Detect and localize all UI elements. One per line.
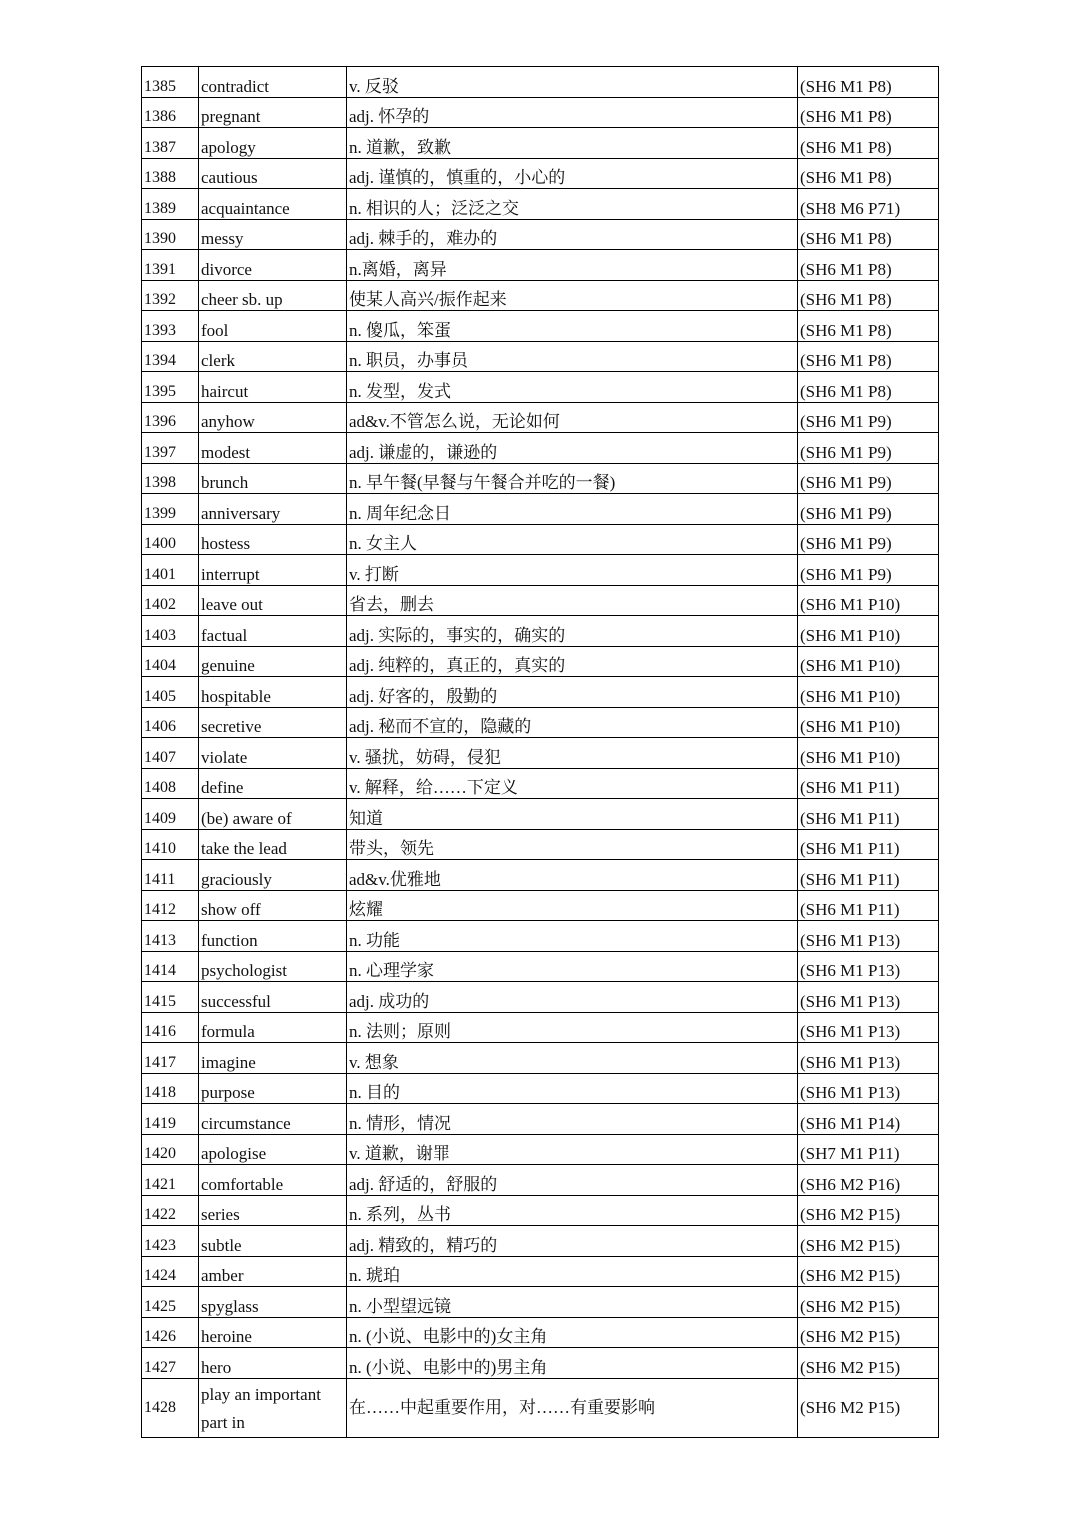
table-row [142, 951, 939, 982]
table-row [142, 677, 939, 708]
entry-reference: (SH6 M2 P15) [798, 1287, 939, 1318]
table-row [142, 1012, 939, 1043]
entry-reference: (SH6 M2 P15) [798, 1256, 939, 1287]
entry-word: hostess [199, 524, 347, 555]
entry-word: spyglass [199, 1287, 347, 1318]
entry-reference: (SH6 M1 P8) [798, 372, 939, 403]
entry-meaning: adj. 精致的，精巧的 [347, 1226, 798, 1257]
table-row [142, 1256, 939, 1287]
entry-reference: (SH6 M1 P9) [798, 463, 939, 494]
table-row [142, 1073, 939, 1104]
entry-meaning: v. 道歉，谢罪 [347, 1134, 798, 1165]
entry-meaning: 带头，领先 [347, 829, 798, 860]
table-row [142, 372, 939, 403]
entry-word: (be) aware of [199, 799, 347, 830]
entry-reference: (SH6 M1 P14) [798, 1104, 939, 1135]
table-row [142, 1043, 939, 1074]
entry-meaning: n. 琥珀 [347, 1256, 798, 1287]
entry-reference: (SH6 M2 P15) [798, 1317, 939, 1348]
entry-number: 1408 [142, 768, 199, 799]
entry-meaning: n. 早午餐(早餐与午餐合并吃的一餐) [347, 463, 798, 494]
entry-reference: (SH6 M1 P10) [798, 646, 939, 677]
entry-meaning: n. 目的 [347, 1073, 798, 1104]
entry-reference: (SH6 M1 P11) [798, 829, 939, 860]
entry-meaning: n. (小说、电影中的)女主角 [347, 1317, 798, 1348]
table-row [142, 402, 939, 433]
entry-reference: (SH6 M1 P8) [798, 128, 939, 159]
entry-reference: (SH6 M1 P8) [798, 280, 939, 311]
table-row [142, 250, 939, 281]
entry-reference: (SH7 M1 P11) [798, 1134, 939, 1165]
entry-meaning: 炫耀 [347, 890, 798, 921]
entry-number: 1398 [142, 463, 199, 494]
entry-number: 1417 [142, 1043, 199, 1074]
entry-reference: (SH6 M2 P16) [798, 1165, 939, 1196]
entry-reference: (SH6 M1 P8) [798, 219, 939, 250]
entry-word: contradict [199, 67, 347, 98]
table-row [142, 555, 939, 586]
entry-meaning: adj. 棘手的，难办的 [347, 219, 798, 250]
entry-reference: (SH6 M1 P8) [798, 341, 939, 372]
entry-number: 1392 [142, 280, 199, 311]
entry-reference: (SH6 M1 P8) [798, 158, 939, 189]
entry-meaning: n.离婚，离异 [347, 250, 798, 281]
entry-number: 1421 [142, 1165, 199, 1196]
entry-number: 1400 [142, 524, 199, 555]
table-row [142, 311, 939, 342]
entry-word: hospitable [199, 677, 347, 708]
entry-meaning: v. 打断 [347, 555, 798, 586]
entry-word: psychologist [199, 951, 347, 982]
entry-word: modest [199, 433, 347, 464]
entry-number: 1390 [142, 219, 199, 250]
entry-word: graciously [199, 860, 347, 891]
entry-number: 1405 [142, 677, 199, 708]
entry-number: 1401 [142, 555, 199, 586]
entry-reference: (SH6 M1 P13) [798, 1043, 939, 1074]
entry-number: 1389 [142, 189, 199, 220]
entry-reference: (SH6 M1 P11) [798, 860, 939, 891]
entry-meaning: v. 骚扰，妨碍，侵犯 [347, 738, 798, 769]
entry-meaning: n. 法则；原则 [347, 1012, 798, 1043]
entry-word: apologise [199, 1134, 347, 1165]
entry-word: subtle [199, 1226, 347, 1257]
entry-number: 1397 [142, 433, 199, 464]
entry-number: 1402 [142, 585, 199, 616]
entry-meaning: n. 发型，发式 [347, 372, 798, 403]
entry-number: 1418 [142, 1073, 199, 1104]
entry-meaning: n. 职员，办事员 [347, 341, 798, 372]
entry-reference: (SH6 M1 P9) [798, 524, 939, 555]
entry-number: 1411 [142, 860, 199, 891]
entry-meaning: ad&v.不管怎么说，无论如何 [347, 402, 798, 433]
entry-word: series [199, 1195, 347, 1226]
table-row [142, 768, 939, 799]
entry-word: acquaintance [199, 189, 347, 220]
table-row [142, 707, 939, 738]
entry-reference: (SH6 M1 P13) [798, 1012, 939, 1043]
entry-word: divorce [199, 250, 347, 281]
entry-word: comfortable [199, 1165, 347, 1196]
table-row [142, 860, 939, 891]
entry-reference: (SH6 M1 P11) [798, 799, 939, 830]
table-row [142, 982, 939, 1013]
entry-meaning: n. 小型望远镜 [347, 1287, 798, 1318]
entry-meaning: adj. 谨慎的，慎重的，小心的 [347, 158, 798, 189]
entry-number: 1415 [142, 982, 199, 1013]
entry-word: clerk [199, 341, 347, 372]
entry-number: 1396 [142, 402, 199, 433]
table-row [142, 1226, 939, 1257]
entry-word: cautious [199, 158, 347, 189]
table-row [142, 829, 939, 860]
entry-reference: (SH6 M1 P8) [798, 67, 939, 98]
table-row [142, 433, 939, 464]
table-row [142, 341, 939, 372]
table-row [142, 128, 939, 159]
entry-meaning: n. (小说、电影中的)男主角 [347, 1348, 798, 1379]
entry-reference: (SH6 M1 P10) [798, 616, 939, 647]
entry-word: anyhow [199, 402, 347, 433]
entry-meaning: 知道 [347, 799, 798, 830]
table-row [142, 219, 939, 250]
entry-word: apology [199, 128, 347, 159]
table-row [142, 1195, 939, 1226]
entry-meaning: n. 相识的人；泛泛之交 [347, 189, 798, 220]
table-row [142, 1317, 939, 1348]
entry-reference: (SH6 M1 P9) [798, 555, 939, 586]
table-row [142, 67, 939, 98]
table-row [142, 921, 939, 952]
table-row [142, 646, 939, 677]
table-row [142, 1104, 939, 1135]
entry-word: purpose [199, 1073, 347, 1104]
entry-number: 1403 [142, 616, 199, 647]
entry-number: 1407 [142, 738, 199, 769]
table-row [142, 799, 939, 830]
entry-reference: (SH6 M1 P9) [798, 494, 939, 525]
entry-word: fool [199, 311, 347, 342]
entry-word: secretive [199, 707, 347, 738]
entry-meaning: n. 心理学家 [347, 951, 798, 982]
entry-meaning: adj. 实际的，事实的，确实的 [347, 616, 798, 647]
entry-meaning: 使某人高兴/振作起来 [347, 280, 798, 311]
entry-number: 1419 [142, 1104, 199, 1135]
entry-reference: (SH6 M1 P11) [798, 768, 939, 799]
entry-meaning: v. 想象 [347, 1043, 798, 1074]
entry-meaning: n. 功能 [347, 921, 798, 952]
table-row [142, 1378, 939, 1437]
entry-reference: (SH6 M1 P13) [798, 921, 939, 952]
table-row [142, 524, 939, 555]
entry-word: formula [199, 1012, 347, 1043]
vocabulary-table-body [142, 67, 939, 1438]
entry-word: interrupt [199, 555, 347, 586]
entry-number: 1427 [142, 1348, 199, 1379]
entry-meaning: adj. 谦虚的，谦逊的 [347, 433, 798, 464]
table-row [142, 585, 939, 616]
entry-word: genuine [199, 646, 347, 677]
entry-meaning: v. 反驳 [347, 67, 798, 98]
entry-word: circumstance [199, 1104, 347, 1135]
entry-number: 1425 [142, 1287, 199, 1318]
entry-word: factual [199, 616, 347, 647]
table-row [142, 616, 939, 647]
entry-number: 1414 [142, 951, 199, 982]
entry-word: leave out [199, 585, 347, 616]
entry-number: 1394 [142, 341, 199, 372]
entry-reference: (SH6 M1 P10) [798, 707, 939, 738]
table-row [142, 890, 939, 921]
entry-word: violate [199, 738, 347, 769]
entry-number: 1424 [142, 1256, 199, 1287]
entry-number: 1423 [142, 1226, 199, 1257]
table-row [142, 1165, 939, 1196]
entry-number: 1388 [142, 158, 199, 189]
table-row [142, 280, 939, 311]
entry-number: 1406 [142, 707, 199, 738]
entry-number: 1387 [142, 128, 199, 159]
entry-reference: (SH6 M1 P13) [798, 951, 939, 982]
entry-word: imagine [199, 1043, 347, 1074]
entry-meaning: n. 系列，丛书 [347, 1195, 798, 1226]
table-row [142, 1348, 939, 1379]
entry-number: 1416 [142, 1012, 199, 1043]
entry-word: function [199, 921, 347, 952]
entry-meaning: adj. 纯粹的，真正的，真实的 [347, 646, 798, 677]
entry-reference: (SH6 M1 P9) [798, 433, 939, 464]
entry-word: successful [199, 982, 347, 1013]
entry-reference: (SH6 M2 P15) [798, 1195, 939, 1226]
entry-reference: (SH6 M1 P9) [798, 402, 939, 433]
entry-reference: (SH6 M1 P10) [798, 585, 939, 616]
entry-number: 1413 [142, 921, 199, 952]
entry-word: brunch [199, 463, 347, 494]
table-row [142, 1134, 939, 1165]
table-row [142, 463, 939, 494]
entry-word: play an important part in [199, 1378, 347, 1437]
entry-meaning: n. 周年纪念日 [347, 494, 798, 525]
entry-reference: (SH6 M1 P10) [798, 677, 939, 708]
entry-meaning: adj. 舒适的，舒服的 [347, 1165, 798, 1196]
entry-reference: (SH6 M1 P8) [798, 250, 939, 281]
table-row [142, 738, 939, 769]
entry-reference: (SH6 M1 P8) [798, 311, 939, 342]
table-row [142, 158, 939, 189]
table-row [142, 189, 939, 220]
entry-number: 1426 [142, 1317, 199, 1348]
entry-number: 1420 [142, 1134, 199, 1165]
entry-number: 1422 [142, 1195, 199, 1226]
entry-word: take the lead [199, 829, 347, 860]
table-row [142, 494, 939, 525]
entry-number: 1412 [142, 890, 199, 921]
entry-number: 1399 [142, 494, 199, 525]
entry-number: 1404 [142, 646, 199, 677]
entry-meaning: n. 女主人 [347, 524, 798, 555]
entry-number: 1393 [142, 311, 199, 342]
entry-meaning: adj. 秘而不宣的，隐藏的 [347, 707, 798, 738]
entry-reference: (SH8 M6 P71) [798, 189, 939, 220]
entry-meaning: 在……中起重要作用，对……有重要影响 [347, 1378, 798, 1437]
entry-number: 1409 [142, 799, 199, 830]
entry-meaning: n. 情形，情况 [347, 1104, 798, 1135]
entry-number: 1391 [142, 250, 199, 281]
table-row [142, 1287, 939, 1318]
entry-number: 1386 [142, 97, 199, 128]
entry-reference: (SH6 M1 P13) [798, 1073, 939, 1104]
entry-reference: (SH6 M1 P10) [798, 738, 939, 769]
entry-number: 1428 [142, 1378, 199, 1437]
entry-meaning: ad&v.优雅地 [347, 860, 798, 891]
entry-reference: (SH6 M1 P11) [798, 890, 939, 921]
table-row [142, 97, 939, 128]
entry-number: 1395 [142, 372, 199, 403]
entry-reference: (SH6 M1 P13) [798, 982, 939, 1013]
entry-word: haircut [199, 372, 347, 403]
entry-meaning: n. 道歉，致歉 [347, 128, 798, 159]
entry-number: 1385 [142, 67, 199, 98]
entry-word: anniversary [199, 494, 347, 525]
entry-word: cheer sb. up [199, 280, 347, 311]
entry-meaning: v. 解释，给……下定义 [347, 768, 798, 799]
entry-meaning: adj. 成功的 [347, 982, 798, 1013]
vocabulary-table [141, 66, 939, 1438]
entry-reference: (SH6 M1 P8) [798, 97, 939, 128]
entry-meaning: n. 傻瓜，笨蛋 [347, 311, 798, 342]
entry-word: heroine [199, 1317, 347, 1348]
entry-reference: (SH6 M2 P15) [798, 1226, 939, 1257]
entry-word: messy [199, 219, 347, 250]
entry-reference: (SH6 M2 P15) [798, 1378, 939, 1437]
entry-reference: (SH6 M2 P15) [798, 1348, 939, 1379]
entry-meaning: 省去，删去 [347, 585, 798, 616]
entry-word: show off [199, 890, 347, 921]
entry-word: define [199, 768, 347, 799]
entry-word: pregnant [199, 97, 347, 128]
entry-word: hero [199, 1348, 347, 1379]
entry-meaning: adj. 怀孕的 [347, 97, 798, 128]
entry-word: amber [199, 1256, 347, 1287]
entry-number: 1410 [142, 829, 199, 860]
entry-meaning: adj. 好客的，殷勤的 [347, 677, 798, 708]
